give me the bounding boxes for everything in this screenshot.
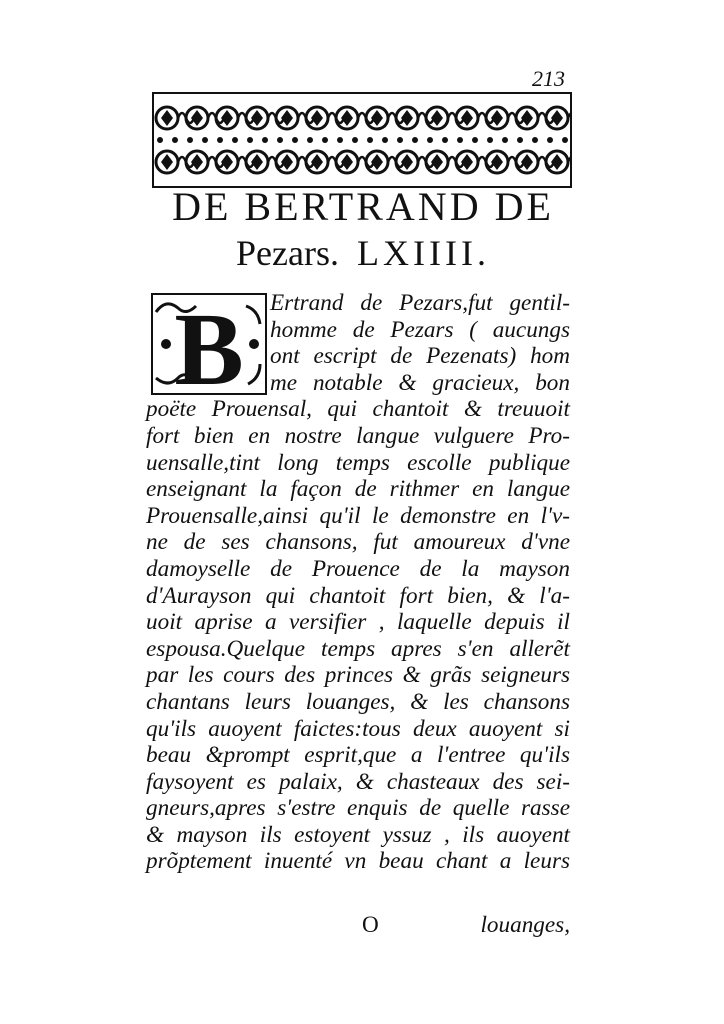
text-line: damoyselle de Prouence de la mayson	[146, 555, 570, 582]
text-line: Ertrand de Pezars,fut gentil-	[270, 290, 570, 316]
body-text	[146, 290, 570, 875]
chapter-numeral: LXIIII.	[357, 233, 490, 273]
ornamental-headpiece	[152, 92, 572, 188]
text-line: espousa.Quelque temps apres s'en allerẽt	[146, 635, 570, 662]
text-line: fort bien en nostre langue vulguere Pro-	[146, 422, 570, 449]
text-line: d'Aurayson qui chantoit fort bien, & l'a-	[146, 582, 570, 609]
text-line: uoit aprise a versifier , laquelle depuis il	[146, 609, 570, 636]
text-line: ont escript de Pezenats) hom	[270, 343, 570, 370]
catchword: louanges,	[480, 912, 570, 938]
text-line: enseignant la façon de rithmer en langue	[146, 476, 570, 503]
text-line: prõptement inuenté vn beau chant a leurs	[146, 848, 570, 875]
chapter-heading-name: Pezars.	[236, 233, 339, 273]
text-line: beau &prompt esprit,que a l'entree qu'ils	[146, 742, 570, 769]
chapter-heading	[140, 184, 586, 276]
text-line: ne de ses chansons, fut amoureux d'vne	[146, 529, 570, 556]
text-line: par les cours des princes & grãs seigneurs	[146, 662, 570, 689]
chapter-heading-line1: DE BERTRAND DE	[172, 184, 554, 229]
text-line: qu'ils auoyent faictes:tous deux auoyent si	[146, 715, 570, 742]
text-line: uensalle,tint long temps escolle publique	[146, 449, 570, 476]
page-footer	[146, 912, 570, 942]
chapter-heading-line2	[140, 230, 586, 276]
text-line: me notable & gracieux, bon	[270, 369, 570, 396]
signature-mark: O	[362, 912, 379, 938]
text-line: chantans leurs louanges, & les chansons	[146, 688, 570, 715]
page-number: 213	[532, 66, 565, 91]
text-line: gneurs,apres s'estre enquis de quelle rasse	[146, 795, 570, 822]
text-line: & mayson ils estoyent yssuz , ils auoyent	[146, 821, 570, 848]
text-line: poëte Prouensal, qui chantoit & treuuoit	[146, 396, 570, 423]
text-line: faysoyent es palaix, & chasteaux des sei-	[146, 768, 570, 795]
text-line: Prouensalle,ainsi qu'il le demonstre en l'v-	[146, 502, 570, 529]
drop-cap-letter: B	[174, 292, 244, 396]
text-line: homme de Pezars ( aucungs	[270, 316, 570, 343]
